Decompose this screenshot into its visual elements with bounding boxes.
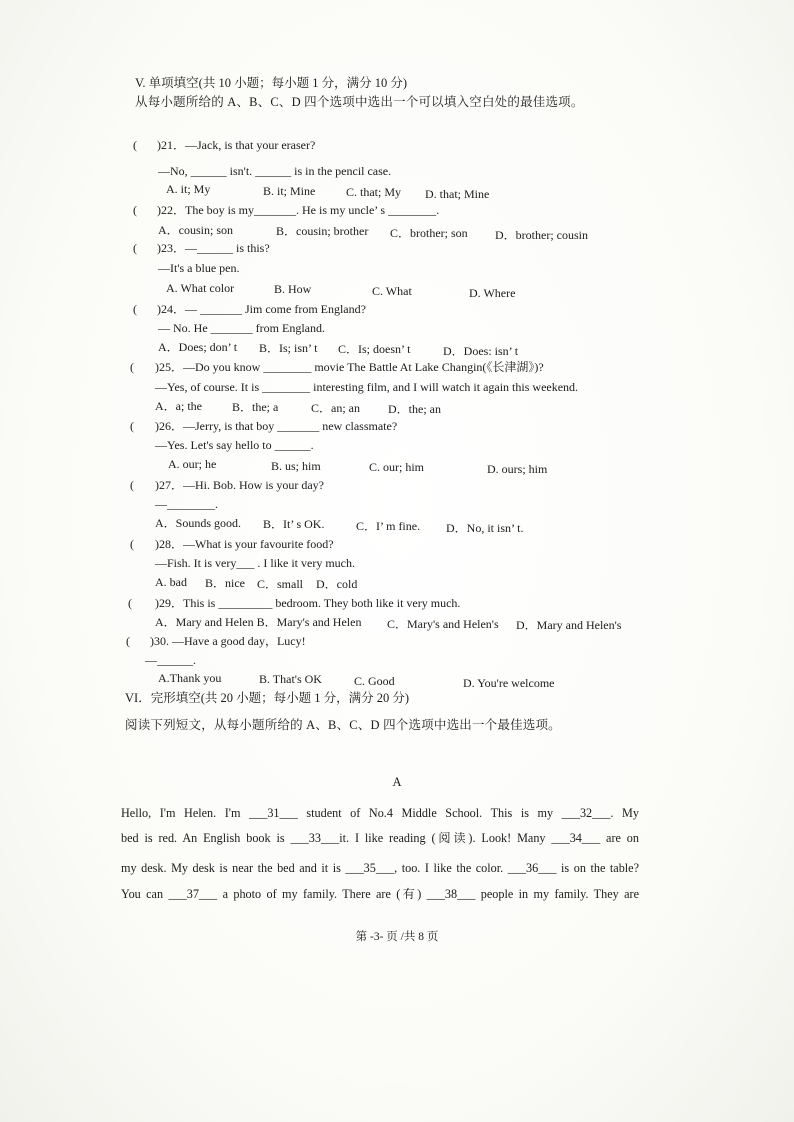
q27-reply: —________. xyxy=(155,497,218,511)
answer-paren: ( xyxy=(133,241,137,255)
q24-stem: )24．— _______ Jim come from England? xyxy=(157,302,366,316)
answer-paren: ( xyxy=(128,596,132,610)
q22-option-a: A．cousin; son xyxy=(158,223,234,237)
passage-line-3: my desk. My desk is near the bed and it is ___35___, too. I like the color. ___36___ is on the table? xyxy=(121,861,639,875)
q28-option-a: A. bad xyxy=(155,575,187,589)
q24-option-a: A．Does; don’ t xyxy=(158,340,238,354)
passage-heading: A xyxy=(392,775,402,789)
q26-reply: —Yes. Let's say hello to ______. xyxy=(155,438,314,452)
q26-option-c: C. our; him xyxy=(369,460,425,474)
q23-option-c: C. What xyxy=(372,284,412,298)
section-6-title: VI．完形填空(共 20 小题；每小题 1 分，满分 20 分) xyxy=(125,691,410,705)
q24-option-b: B．Is; isn’ t xyxy=(259,341,318,355)
passage-line-2: bed is red. An English book is ___33___it. I like reading (阅读). Look! Many ___34___ are on xyxy=(121,831,639,845)
q22-option-c: C．brother; son xyxy=(390,226,468,240)
passage-line-4: You can ___37___ a photo of my family. There are (有) ___38___ people in my family. They are xyxy=(121,887,639,901)
q24-option-d: D．Does: isn’ t xyxy=(443,344,519,358)
page-footer: 第 -3- 页 /共 8 页 xyxy=(355,931,439,943)
q23-option-d: D. Where xyxy=(469,286,516,300)
q23-option-b: B. How xyxy=(274,282,312,296)
q22-stem: )22．The boy is my_______. He is my uncle’ s ________. xyxy=(157,203,440,217)
q26-stem: )26．—Jerry, is that boy _______ new classmate? xyxy=(155,419,398,433)
q26-option-b: B. us; him xyxy=(271,459,321,473)
q27-option-d: D．No, it isn’ t. xyxy=(446,521,524,535)
q25-reply: —Yes, of course. It is ________ interesting film, and I will watch it again this weekend. xyxy=(155,380,579,394)
q24-option-c: C．Is; doesn’ t xyxy=(338,342,411,356)
q30-option-c: C. Good xyxy=(354,674,395,688)
answer-paren: ( xyxy=(130,419,134,433)
answer-paren: ( xyxy=(130,478,134,492)
q21-option-a: A. it; My xyxy=(166,182,211,196)
answer-paren: ( xyxy=(133,302,137,316)
q27-option-a: A．Sounds good. xyxy=(155,516,242,530)
section-6-instruction: 阅读下列短文，从每小题所给的 A、B、C、D 四个选项中选出一个最佳选项。 xyxy=(125,718,561,732)
answer-paren: ( xyxy=(130,360,134,374)
answer-paren: ( xyxy=(126,634,130,648)
q28-option-c: C．small xyxy=(257,577,304,591)
q24-reply: — No. He _______ from England. xyxy=(158,321,325,335)
q29-option-c: C．Mary's and Helen's xyxy=(387,617,499,631)
q21-stem: )21．—Jack, is that your eraser? xyxy=(157,138,316,152)
q25-stem: )25．—Do you know ________ movie The Battle At Lake Changin(《长津湖》)? xyxy=(155,360,544,374)
q25-option-d: D．the; an xyxy=(388,402,441,416)
section-5-title: V. 单项填空(共 10 小题；每小题 1 分，满分 10 分) xyxy=(135,76,407,90)
q27-option-b: B．It’ s OK. xyxy=(263,517,325,531)
q25-option-c: C．an; an xyxy=(311,401,360,415)
section-5-instruction: 从每小题所给的 A、B、C、D 四个选项中选出一个可以填入空白处的最佳选项。 xyxy=(135,95,584,109)
q28-option-d: D．cold xyxy=(316,577,358,591)
q21-option-b: B. it; Mine xyxy=(263,184,316,198)
q25-option-a: A．a; the xyxy=(155,399,202,413)
answer-paren: ( xyxy=(133,203,137,217)
q21-option-d: D. that; Mine xyxy=(425,187,490,201)
q23-reply: —It's a blue pen. xyxy=(158,261,240,275)
q25-option-b: B．the; a xyxy=(232,400,279,414)
q21-reply: —No, ______ isn't. ______ is in the pencil case. xyxy=(158,164,392,178)
q26-option-d: D. ours; him xyxy=(487,462,548,476)
q22-option-d: D．brother; cousin xyxy=(495,228,588,242)
q28-stem: )28．—What is your favourite food? xyxy=(155,537,334,551)
q27-option-c: C．I’ m fine. xyxy=(356,519,421,533)
q27-stem: )27．—Hi. Bob. How is your day? xyxy=(155,478,324,492)
answer-paren: ( xyxy=(133,138,137,152)
q30-option-a: A.Thank you xyxy=(158,671,222,685)
q26-option-a: A. our; he xyxy=(168,457,217,471)
q30-reply: —______. xyxy=(145,653,196,667)
q22-option-b: B．cousin; brother xyxy=(276,224,369,238)
q23-stem: )23．—______ is this? xyxy=(157,241,270,255)
q30-option-b: B. That's OK xyxy=(259,672,322,686)
q29-option-d: D．Mary and Helen's xyxy=(516,618,622,632)
q30-stem: )30. —Have a good day，Lucy! xyxy=(150,634,306,648)
q28-reply: —Fish. It is very___ . I like it very much. xyxy=(155,556,355,570)
q21-option-c: C. that; My xyxy=(346,185,402,199)
passage-line-1: Hello, I'm Helen. I'm ___31___ student of No.4 Middle School. This is my ___32___. My xyxy=(121,806,639,820)
q29-stem: )29．This is _________ bedroom. They both like it very much. xyxy=(155,596,461,610)
q23-option-a: A. What color xyxy=(166,281,235,295)
q28-option-b: B．nice xyxy=(205,576,245,590)
answer-paren: ( xyxy=(130,537,134,551)
q30-option-d: D. You're welcome xyxy=(463,676,555,690)
q29-option-ab: A．Mary and Helen B．Mary's and Helen xyxy=(155,615,362,629)
